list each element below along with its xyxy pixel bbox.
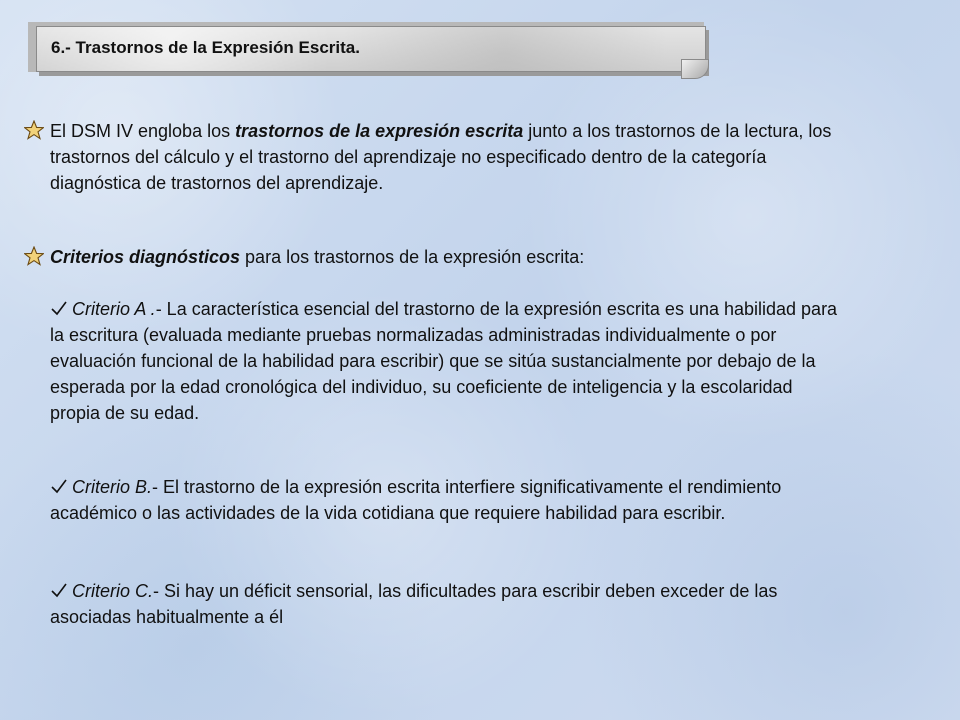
slide-title: 6.- Trastornos de la Expresión Escrita. bbox=[51, 38, 360, 57]
criterion-c bbox=[50, 578, 845, 630]
criterion-a bbox=[50, 296, 840, 426]
star-bullet-icon bbox=[24, 120, 44, 140]
criterion-a-label: Criterio A . bbox=[72, 299, 156, 319]
criteria-heading-emphasis: Criterios diagnósticos bbox=[50, 247, 241, 267]
criterion-b-label: Criterio B. bbox=[72, 477, 153, 497]
intro-text-pre: El DSM IV engloba los bbox=[50, 121, 236, 141]
criterion-c-label: Criterio C. bbox=[72, 581, 154, 601]
title-box bbox=[28, 22, 712, 80]
criterion-c-text: - Si hay un déficit sensorial, las dificultades para escribir deben exceder de las asociadas habitualmente a él bbox=[50, 581, 778, 627]
intro-text-post: junto a los trastornos de la lectura, los trastornos del cálculo y el trastorno del aprendizaje no especificado dentro de la categoría diagnóstica de trastornos del aprendizaje. bbox=[50, 121, 832, 193]
intro-text-emphasis: trastornos de la expresión escrita bbox=[235, 121, 524, 141]
intro-paragraph bbox=[50, 118, 850, 196]
criterion-b bbox=[50, 474, 845, 526]
star-bullet-icon bbox=[24, 246, 44, 266]
criteria-heading bbox=[50, 244, 850, 270]
checkmark-icon bbox=[50, 581, 68, 599]
criterion-b-text: - El trastorno de la expresión escrita interfiere significativamente el rendimiento académico o las actividades de la vida cotidiana que requiere habilidad para escribir. bbox=[50, 477, 782, 523]
criteria-heading-text: para los trastornos de la expresión escrita: bbox=[240, 247, 585, 267]
title-panel bbox=[36, 26, 706, 72]
page-curl-decoration bbox=[681, 59, 709, 79]
checkmark-icon bbox=[50, 477, 68, 495]
checkmark-icon bbox=[50, 299, 68, 317]
criterion-a-text: - La característica esencial del trastorno de la expresión escrita es una habilidad para la escritura (evaluada mediante pruebas normalizadas administradas individualmente o por evaluación funcional de la habilidad para escribir) que se sitúa sustancialmente por debajo de la esperada por la edad cronológica del individuo, su coeficiente de inteligencia y la escolaridad propia de su edad. bbox=[50, 299, 838, 423]
